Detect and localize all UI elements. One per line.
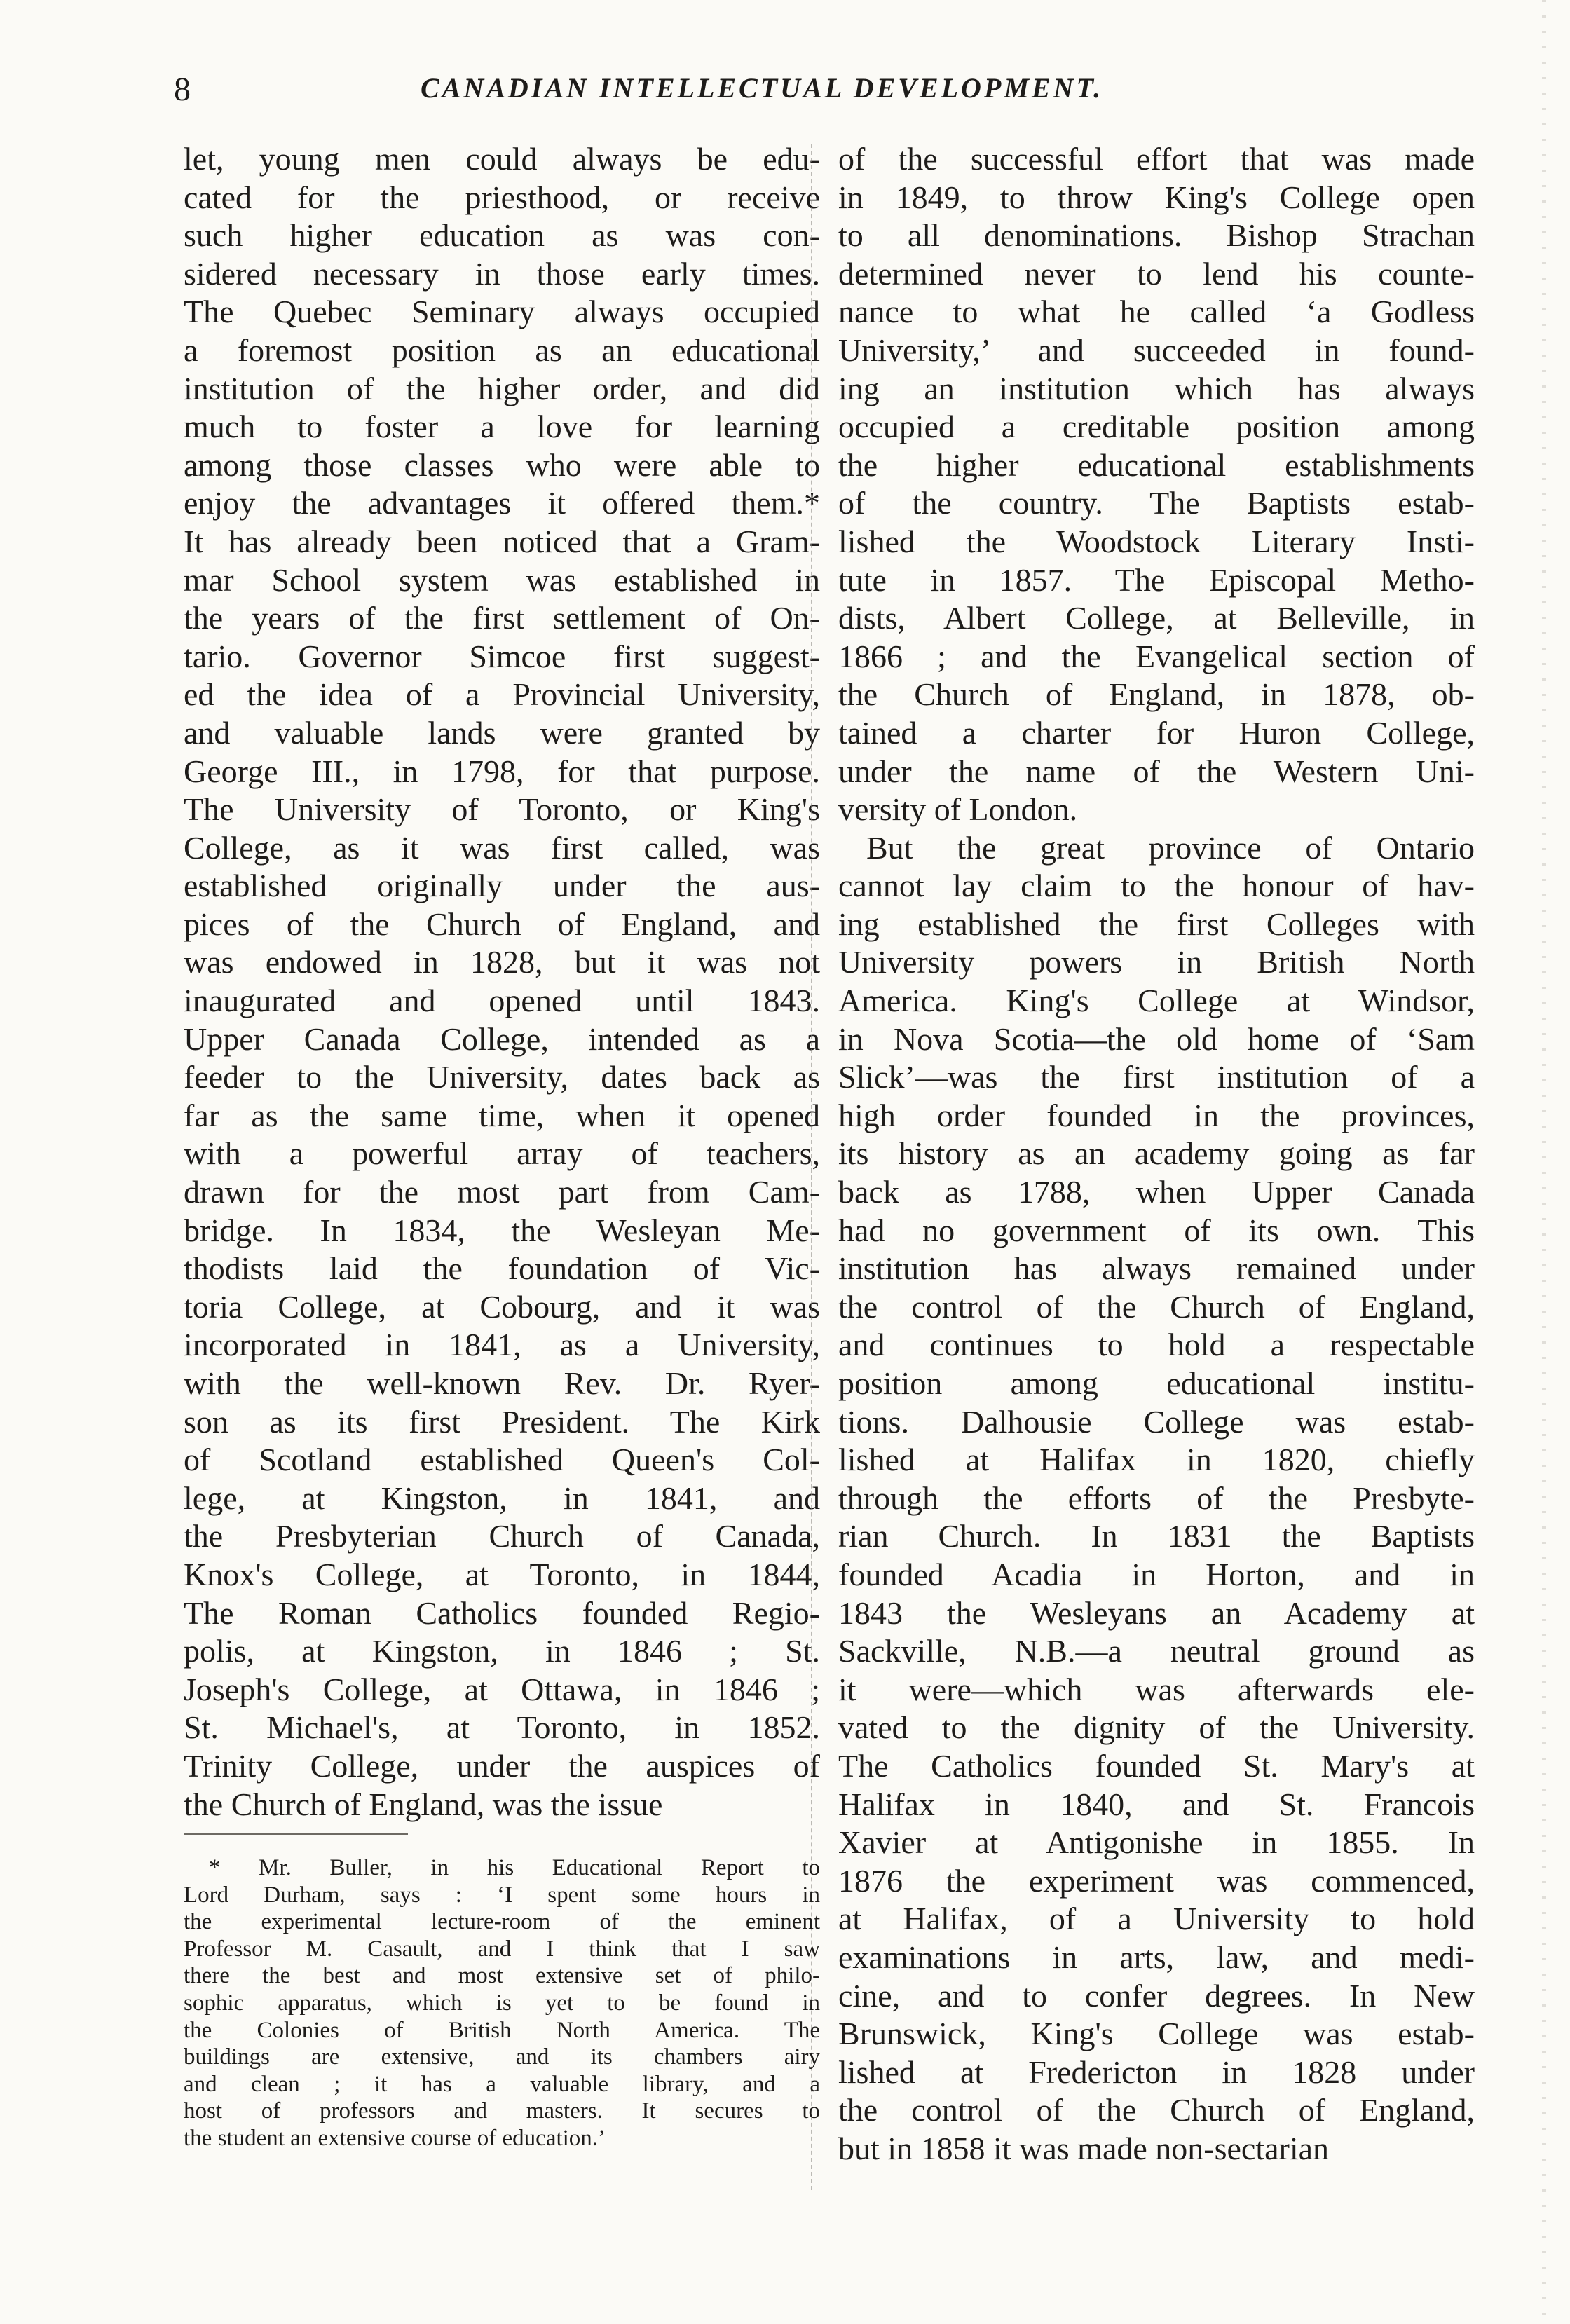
text-line: the Church of England, was the issue — [184, 1786, 663, 1822]
text-line: occupied a creditable position among — [838, 409, 1475, 445]
text-line: established originally under the aus- — [184, 868, 820, 904]
text-line: vated to the dignity of the University. — [838, 1709, 1475, 1746]
text-line: ing established the first Colleges with — [838, 905, 1475, 942]
left-column — [184, 140, 820, 1824]
text-line: University powers in British North — [838, 944, 1475, 980]
text-line: incorporated in 1841, as a University, — [184, 1327, 820, 1363]
text-line: Brunswick, King's College was estab- — [838, 2016, 1475, 2052]
text-line: America. King's College at Windsor, — [838, 983, 1475, 1019]
text-line: the Presbyterian Church of Canada, — [184, 1518, 820, 1554]
text-line: nance to what he called ‘a Godless — [838, 294, 1475, 330]
text-line: cine, and to confer degrees. In New — [838, 1977, 1475, 2014]
text-line: 1876 the experiment was commenced, — [838, 1862, 1475, 1899]
text-line: cannot lay claim to the honour of hav- — [838, 868, 1475, 904]
text-line: and valuable lands were granted by — [184, 714, 820, 751]
text-line: The Catholics founded St. Mary's at — [838, 1747, 1475, 1784]
text-line: Joseph's College, at Ottawa, in 1846 ; — [184, 1671, 820, 1707]
page-edge-marks — [1542, 0, 1546, 2324]
text-line: Halifax in 1840, and St. Francois — [838, 1786, 1475, 1822]
text-line: to all denominations. Bishop Strachan — [838, 217, 1475, 254]
text-line: mar School system was established in — [184, 561, 820, 598]
text-line: 1843 the Wesleyans an Academy at — [838, 1594, 1475, 1631]
text-line: position among educational institu- — [838, 1365, 1475, 1401]
footnote — [184, 1854, 820, 2152]
page-number: 8 — [174, 71, 191, 108]
text-line: it were—which was afterwards ele- — [838, 1671, 1475, 1707]
text-line: feeder to the University, dates back as — [184, 1059, 820, 1095]
text-line: 1866 ; and the Evangelical section of — [838, 638, 1475, 674]
text-line: in Nova Scotia—the old home of ‘Sam — [838, 1020, 1475, 1057]
text-line: ed the idea of a Provincial University, — [184, 676, 820, 713]
text-line: of the country. The Baptists estab- — [838, 485, 1475, 521]
text-line: lege, at Kingston, in 1841, and — [184, 1479, 820, 1516]
text-line: at Halifax, of a University to hold — [838, 1901, 1475, 1937]
text-line: the control of the Church of England, — [838, 2092, 1475, 2128]
text-line: inaugurated and opened until 1843. — [184, 983, 820, 1019]
text-line: under the name of the Western Uni- — [838, 753, 1475, 789]
text-line: George III., in 1798, for that purpose. — [184, 753, 820, 789]
text-line: with a powerful array of teachers, — [184, 1135, 820, 1172]
footnote-line: Professor M. Casault, and I think that I saw — [184, 1936, 820, 1962]
text-line: dists, Albert College, at Belleville, in — [838, 600, 1475, 636]
text-line: The Roman Catholics founded Regio- — [184, 1594, 820, 1631]
text-line: tions. Dalhousie College was estab- — [838, 1403, 1475, 1440]
text-line: sidered necessary in those early times. — [184, 255, 820, 292]
footnote-line: there the best and most extensive set of philo- — [184, 1963, 820, 1989]
text-line: through the efforts of the Presbyte- — [838, 1479, 1475, 1516]
text-line: but in 1858 it was made non-sectarian — [838, 2130, 1330, 2166]
footnote-line: * Mr. Buller, in his Educational Report to — [209, 1855, 820, 1880]
text-line: lished at Halifax in 1820, chiefly — [838, 1442, 1475, 1478]
text-line: thodists laid the foundation of Vic- — [184, 1250, 820, 1287]
text-line: of Scotland established Queen's Col- — [184, 1442, 820, 1478]
text-line: the control of the Church of England, — [838, 1288, 1475, 1325]
text-line: determined never to lend his counte- — [838, 255, 1475, 292]
text-line: Sackville, N.B.—a neutral ground as — [838, 1633, 1475, 1669]
footnote-line: sophic apparatus, which is yet to be found in — [184, 1990, 820, 2016]
text-line: tained a charter for Huron College, — [838, 714, 1475, 751]
text-line: was endowed in 1828, but it was not — [184, 944, 820, 980]
text-line: University,’ and succeeded in found- — [838, 331, 1475, 368]
text-line: founded Acadia in Horton, and in — [838, 1556, 1475, 1592]
text-line: of the successful effort that was made — [838, 141, 1475, 177]
text-line: lished at Fredericton in 1828 under — [838, 2053, 1475, 2090]
text-line: far as the same time, when it opened — [184, 1097, 820, 1133]
text-line: bridge. In 1834, the Wesleyan Me- — [184, 1212, 820, 1248]
text-line: St. Michael's, at Toronto, in 1852. — [184, 1709, 820, 1746]
footnote-line: Lord Durham, says : ‘I spent some hours in — [184, 1882, 820, 1908]
text-line: Knox's College, at Toronto, in 1844, — [184, 1556, 820, 1592]
footnote-line: host of professors and masters. It secures to — [184, 2098, 820, 2124]
text-line: College, as it was first called, was — [184, 829, 820, 866]
text-line: cated for the priesthood, or receive — [184, 179, 820, 215]
footnote-rule — [184, 1833, 408, 1835]
text-line: toria College, at Cobourg, and it was — [184, 1288, 820, 1325]
text-line: let, young men could always be edu- — [184, 141, 820, 177]
text-line: enjoy the advantages it offered them.* — [184, 485, 820, 521]
text-line: pices of the Church of England, and — [184, 905, 820, 942]
text-line: ing an institution which has always — [838, 370, 1475, 406]
text-line: had no government of its own. This — [838, 1212, 1475, 1248]
text-line: with the well-known Rev. Dr. Ryer- — [184, 1365, 820, 1401]
text-line: Xavier at Antigonishe in 1855. In — [838, 1824, 1475, 1861]
text-line: Slick’—was the first institution of a — [838, 1059, 1475, 1095]
text-line: But the great province of Ontario — [866, 829, 1475, 866]
text-line: polis, at Kingston, in 1846 ; St. — [184, 1633, 820, 1669]
text-line: institution of the higher order, and did — [184, 370, 820, 406]
running-title: CANADIAN INTELLECTUAL DEVELOPMENT. — [421, 72, 1104, 104]
text-line: rian Church. In 1831 the Baptists — [838, 1518, 1475, 1554]
footnote-line: and clean ; it has a valuable library, and a — [184, 2071, 820, 2097]
text-line: the years of the first settlement of On- — [184, 600, 820, 636]
text-line: tute in 1857. The Episcopal Metho- — [838, 561, 1475, 598]
text-line: tario. Governor Simcoe first suggest- — [184, 638, 820, 674]
text-line: It has already been noticed that a Gram- — [184, 523, 820, 559]
text-line: son as its first President. The Kirk — [184, 1403, 820, 1440]
text-line: The University of Toronto, or King's — [184, 791, 820, 828]
text-line: its history as an academy going as far — [838, 1135, 1475, 1172]
text-line: versity of London. — [838, 791, 1078, 828]
text-line: Trinity College, under the auspices of — [184, 1747, 820, 1784]
text-line: much to foster a love for learning — [184, 409, 820, 445]
footnote-line: the Colonies of British North America. The — [184, 2017, 820, 2043]
text-line: the higher educational establishments — [838, 446, 1475, 483]
text-line: The Quebec Seminary always occupied — [184, 294, 820, 330]
text-line: institution has always remained under — [838, 1250, 1475, 1287]
text-line: in 1849, to throw King's College open — [838, 179, 1475, 215]
footnote-line: the experimental lecture-room of the eminent — [184, 1909, 820, 1935]
text-line: drawn for the most part from Cam- — [184, 1174, 820, 1210]
text-line: high order founded in the provinces, — [838, 1097, 1475, 1133]
footnote-line: the student an extensive course of education.’ — [184, 2125, 606, 2151]
text-line: Upper Canada College, intended as a — [184, 1020, 820, 1057]
text-line: and continues to hold a respectable — [838, 1327, 1475, 1363]
text-line: a foremost position as an educational — [184, 331, 820, 368]
text-line: examinations in arts, law, and medi- — [838, 1939, 1475, 1975]
text-line: the Church of England, in 1878, ob- — [838, 676, 1475, 713]
text-line: lished the Woodstock Literary Insti- — [838, 523, 1475, 559]
text-line: among those classes who were able to — [184, 446, 820, 483]
right-column — [838, 140, 1475, 2168]
text-line: such higher education as was con- — [184, 217, 820, 254]
text-line: back as 1788, when Upper Canada — [838, 1174, 1475, 1210]
footnote-line: buildings are extensive, and its chambers airy — [184, 2044, 820, 2070]
